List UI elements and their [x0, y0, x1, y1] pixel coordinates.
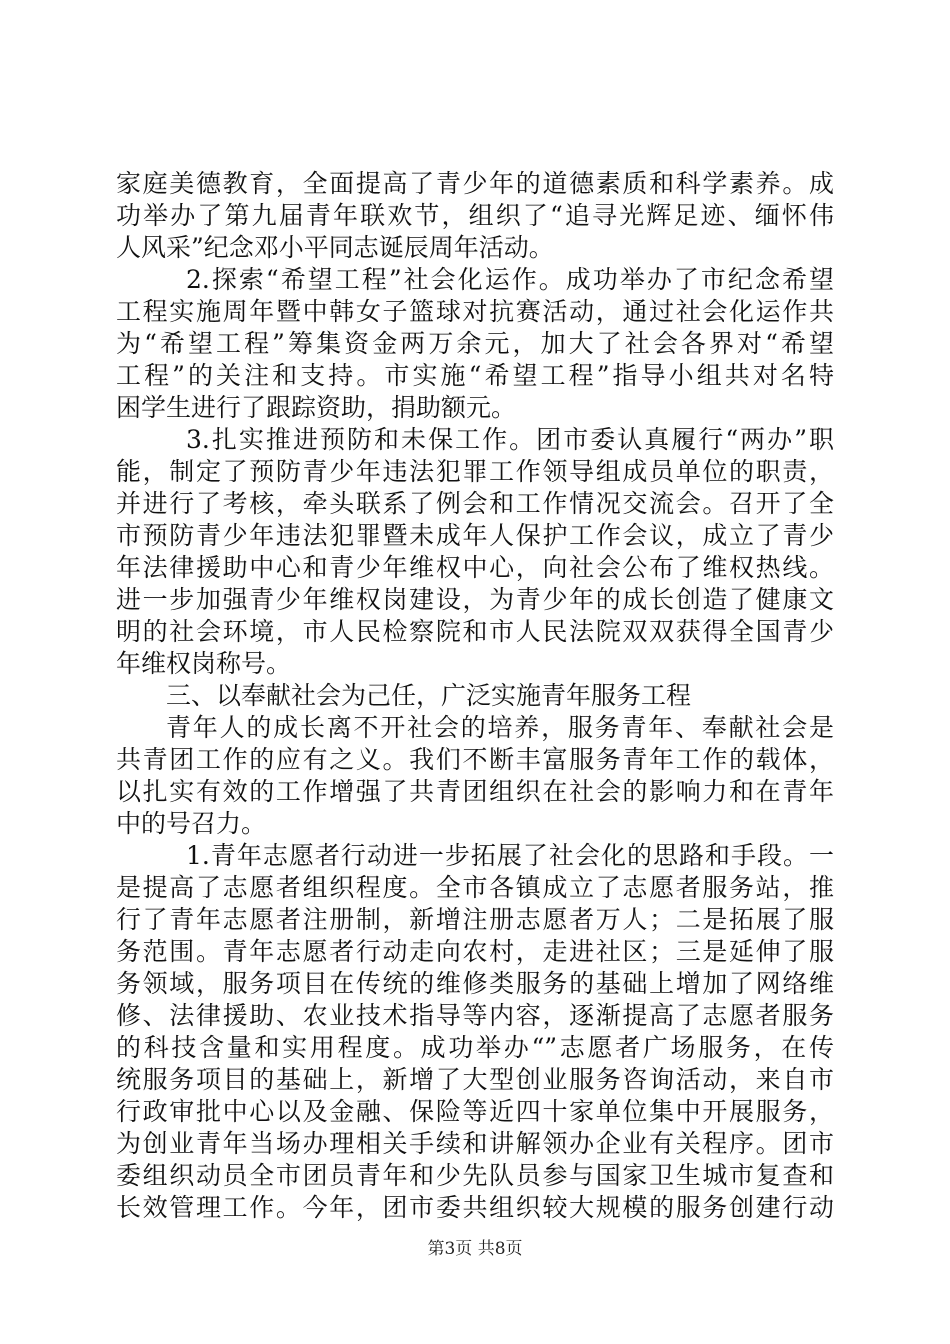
text-line: 三、以奉献社会为己任，广泛实施青年服务工程 — [166, 681, 692, 710]
text-line: 中的号召力。 — [116, 809, 267, 838]
text-line: 工程实施周年暨中韩女子篮球对抗赛活动，通过社会化运作共 — [116, 297, 834, 326]
text-line: 共青团工作的应有之义。我们不断丰富服务青年工作的载体， — [116, 745, 834, 774]
text-line: 并进行了考核，牵头联系了例会和工作情况交流会。召开了全 — [116, 489, 834, 518]
text-line: 为“希望工程”筹集资金两万余元，加大了社会各界对“希望 — [116, 329, 834, 358]
page-footer: 第3页 共8页 — [427, 1239, 523, 1259]
text-line: 困学生进行了跟踪资助，捐助额元。 — [116, 393, 517, 422]
text-line: 务范围。青年志愿者行动走向农村，走进社区；三是延伸了服 — [116, 937, 834, 966]
text-line: 进一步加强青少年维权岗建设，为青少年的成长创造了健康文 — [116, 585, 834, 614]
text-line: 人风采”纪念邓小平同志诞辰周年活动。 — [116, 233, 554, 262]
text-line: 行了青年志愿者注册制，新增注册志愿者万人；二是拓展了服 — [116, 905, 834, 934]
text-line: 务领域，服务项目在传统的维修类服务的基础上增加了网络维 — [116, 969, 834, 998]
text-line: 行政审批中心以及金融、保险等近四十家单位集中开展服务， — [116, 1097, 834, 1126]
text-line: 市预防青少年违法犯罪暨未成年人保护工作会议，成立了青少 — [116, 521, 834, 550]
text-line: 的科技含量和实用程度。成功举办“”志愿者广场服务，在传 — [116, 1033, 834, 1062]
text-line: 长效管理工作。今年，团市委共组织较大规模的服务创建行动 — [116, 1193, 834, 1222]
text-line: 家庭美德教育，全面提高了青少年的道德素质和科学素养。成 — [116, 169, 834, 198]
text-line: 2.探索“希望工程”社会化运作。成功举办了市纪念希望 — [186, 265, 834, 294]
text-line: 功举办了第九届青年联欢节，组织了“追寻光辉足迹、缅怀伟 — [116, 201, 834, 230]
text-line: 年法律援助中心和青少年维权中心，向社会公布了维权热线。 — [116, 553, 834, 582]
document-body — [116, 168, 834, 1224]
text-line: 委组织动员全市团员青年和少先队员参与国家卫生城市复查和 — [116, 1161, 834, 1190]
text-line: 是提高了志愿者组织程度。全市各镇成立了志愿者服务站，推 — [116, 873, 834, 902]
text-line: 能，制定了预防青少年违法犯罪工作领导组成员单位的职责， — [116, 457, 834, 486]
text-line: 统服务项目的基础上，新增了大型创业服务咨询活动，来自市 — [116, 1065, 834, 1094]
text-line: 工程”的关注和支持。市实施“希望工程”指导小组共对名特 — [116, 361, 834, 390]
text-line: 为创业青年当场办理相关手续和讲解领办企业有关程序。团市 — [116, 1129, 834, 1158]
text-line: 青年人的成长离不开社会的培养，服务青年、奉献社会是 — [166, 713, 834, 742]
text-line: 修、法律援助、农业技术指导等内容，逐渐提高了志愿者服务 — [116, 1001, 834, 1030]
text-line: 年维权岗称号。 — [116, 649, 292, 678]
text-line: 3.扎实推进预防和未保工作。团市委认真履行“两办”职 — [186, 425, 834, 454]
text-line: 明的社会环境，市人民检察院和市人民法院双双获得全国青少 — [116, 617, 834, 646]
text-line: 1.青年志愿者行动进一步拓展了社会化的思路和手段。一 — [186, 841, 834, 870]
text-line: 以扎实有效的工作增强了共青团组织在社会的影响力和在青年 — [116, 777, 834, 806]
